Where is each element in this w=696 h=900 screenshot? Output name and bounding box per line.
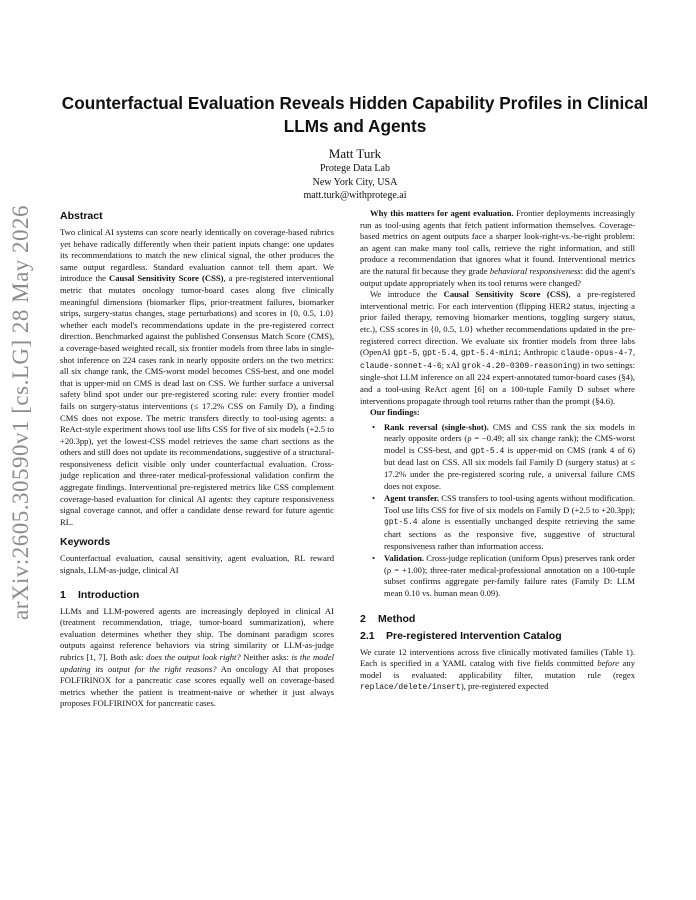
- why-paragraph: [360, 208, 635, 289]
- right-column: [360, 208, 635, 694]
- method-heading: [360, 613, 635, 626]
- catalog-subheading: [360, 630, 635, 643]
- finding-text: CSS transfers to tool-using agents without modification. Tool use lifts CSS for five of six models on Family D (+2.5 to +20.3pp);: [384, 493, 636, 515]
- method-text-part: any model is evaluated: applicability filter, mutation rule (regex: [360, 658, 635, 680]
- model-name: gpt-5.4: [422, 349, 456, 359]
- model-name: gpt-5.4: [470, 446, 505, 456]
- abstract-text-part: , a pre-registered interventional metric that mutates oncology tumor-board cases along five clinically meaningful dimensions (biomarker flips, prior-treatment failures, biomarker strips, surgery-status changes, stage perturbations) and scores in {0, 0.5, 1.0} whether each model's recommendations update in the pre-registered correct direction. Benchmarked against the published Consensus Match Score (CMS), a coverage-based weighted recall, six frontier models from three labs in single-shot inference on 224 cases rank in nearly opposite orders on the two metrics: all six change rank, the CMS-worst model becomes CSS-best, and one model that is upper-mid on CMS is dead last on CSS. We further surface a universal safety blind spot under our pre-registered scoring rule: every frontier model fails on surgery-status interventions (≤ 17.2% CSS on Family D), a finding CMS does not expose. The metric transfers directly to tool-using agents: a ReAct-style experiment shows tool use lifts CSS for five of six models (+2.5 to +20.3pp), yet the lowest-CSS model retrieves the same chart sections as the others and still does not update its recommendations, suggestive of a structural-responsiveness deficit visible only under counterfactual evaluation. Cross-judge replication and three-rater medical-professional validation confirm the aggregate findings. Interventional pre-registered metrics like CSS complement coverage-based evaluation for clinical AI agents: they capture responsiveness signal coverage cannot, and offer a candidate dense reward for future agentic RL.: [60, 273, 335, 527]
- why-text-part: Frontier deployments increasingly run as tool-using agents that fetch patient information themselves. Coverage-based metrics on agent outputs face a sharper look-right-vs.-be-right problem: an agent can make many tool calls, retrieve the right information, and still produce a recommendation that ignores what it found. Interventional metrics are the natural fit because they grade: [360, 208, 635, 276]
- css-intro-paragraph: [360, 289, 635, 407]
- finding-item: [372, 553, 635, 599]
- author-block: [60, 146, 650, 203]
- abstract-heading: Abstract: [60, 210, 103, 222]
- why-text-part: : did the agent's output update appropriately when its tool returns were changed?: [360, 265, 635, 288]
- model-name: claude-opus-4-7: [560, 349, 633, 359]
- catalog-subsection-number: 2.1: [360, 629, 375, 642]
- bullet-icon: •: [372, 421, 376, 432]
- finding-text: Cross-judge replication (uniform Opus) preserves rank order (ρ = +1.00); three-rater medical-professional annotation on a 100-tuple subset confirms aggregate per-family failure rates (Family D: LLM mean 0.10 vs. human mean 0.09).: [384, 553, 635, 598]
- separator: ; Anthropic: [518, 347, 561, 358]
- intro-text-part: LLMs and LLM-powered agents are increasingly deployed in clinical AI (treatment recommendation, triage, tumor-board summarization), where evaluation determines whether they ship. The dominant paradigm scores outputs against reference behaviors via string similarity or LLM-as-judge rubrics [1, 7]. Both ask:: [60, 605, 334, 662]
- why-italic: behavioral responsiveness: [489, 265, 581, 276]
- author-location: New York City, USA: [312, 176, 398, 188]
- regex-ops: replace/delete/insert: [360, 683, 461, 693]
- author-name: Matt Turk: [328, 146, 382, 161]
- separator: ; xAI: [441, 359, 462, 370]
- paper-title: Counterfactual Evaluation Reveals Hidden Capability Profiles in Clinical LLMs and Agents: [61, 93, 649, 136]
- css-intro-text-part: ) in two settings: single-shot LLM inference on all 224 expert-annotated tumor-board cases (§4), and a tool-using ReAct agent [6] on a 100-tuple Family D subset where interventions propagate through tool returns rather than the prompt (§4.6).: [360, 359, 635, 406]
- model-name: gpt-5.4: [384, 518, 418, 528]
- abstract-text-part: Two clinical AI systems can score nearly identically on coverage-based rubrics yet behave radically differently when their patient inputs change: one updates its recommendations to match the new clinical signal, the other produces the same output regardless. Standard evaluation cannot tell them apart. We introduce the: [60, 227, 334, 284]
- css-intro-text-part: , a pre-registered interventional metric. For each intervention (flipping HER2 status, injecting a prior failed therapy, removing biomarker mentions, toggling surgery status, etc.), CSS scores in {0, 0.5, 1.0} whether recommendations updated in the pre-registered correct direction. We evaluate six frontier models from three labs (OpenAI: [360, 289, 636, 358]
- keywords-text: Counterfactual evaluation, causal sensitivity, agent evaluation, RL reward signals, LLM-as-judge, clinical AI: [60, 553, 334, 576]
- intro-text: [60, 606, 334, 710]
- finding-lead: Rank reversal (single-shot).: [384, 421, 489, 432]
- model-name: gpt-5: [393, 349, 418, 359]
- finding-lead: Validation.: [384, 553, 425, 564]
- author-organization: Protege Data Lab: [320, 163, 390, 174]
- intro-heading: [60, 589, 334, 602]
- intro-italic: does the output look right?: [146, 652, 241, 662]
- intro-text-part: An oncology AI that proposes FOLFIRINOX for a pancreatic case scores equally well on coverage-based metrics whether the patient is treatment-naive or whether it just always proposes FOLFIRINOX for pancreatic cases.: [60, 663, 334, 709]
- left-column: [60, 208, 334, 710]
- finding-text: alone is essentially unchanged despite retrieving the same chart sections as the responsive five, suggestive of structural responsiveness rather than information access.: [384, 516, 635, 551]
- separator: ,: [455, 347, 461, 358]
- finding-lead: Agent transfer.: [384, 493, 440, 504]
- method-section-title: Method: [378, 612, 416, 625]
- arxiv-side-stamp: arXiv:2605.30590v1 [cs.LG] 28 May 2026: [8, 204, 33, 620]
- css-intro-term: Causal Sensitivity Score (CSS): [443, 289, 569, 300]
- method-text-part: ), pre-registered expected: [460, 681, 549, 692]
- finding-item: [372, 422, 635, 493]
- author-email[interactable]: matt.turk@withprotege.ai: [303, 190, 407, 201]
- finding-text: CMS and CSS rank the six models in nearly opposite orders (ρ = −0.49; all six change rank); the CMS-worst model is CSS-best, and: [384, 421, 635, 455]
- finding-text: is upper-mid on CMS (rank 4 of 6) but dead last on CSS. All six models fail Family D (surgery status) at ≤ 17.2% under the pre-registered scoring rule, a universal failure CMS does not expose.: [384, 444, 635, 491]
- bullet-icon: •: [372, 493, 376, 504]
- model-name: gpt-5.4-mini: [460, 349, 519, 359]
- method-text-part: We curate 12 interventions across five clinically motivated families (Table 1). Each is specified in a YAML catalog with five fields committed: [360, 646, 635, 669]
- findings-label: Our findings:: [370, 407, 420, 418]
- separator: ,: [632, 347, 636, 358]
- bullet-icon: •: [372, 553, 376, 564]
- catalog-subsection-title: Pre-registered Intervention Catalog: [386, 629, 562, 642]
- abstract-css-term: Causal Sensitivity Score (CSS): [109, 273, 224, 284]
- findings-list: [360, 422, 635, 600]
- intro-italic: is the model updating its output for the right reasons?: [60, 652, 334, 674]
- css-intro-text-part: We introduce the: [370, 289, 444, 300]
- keywords-heading: Keywords: [60, 536, 111, 549]
- method-text: [360, 647, 635, 694]
- method-italic: before: [597, 658, 619, 669]
- method-section-number: 2: [360, 612, 366, 625]
- intro-section-number: 1: [60, 588, 66, 601]
- intro-section-title: Introduction: [78, 588, 140, 601]
- model-name: claude-sonnet-4-6: [360, 361, 442, 371]
- model-name: grok-4.20-0309-reasoning: [461, 361, 578, 371]
- finding-item: [372, 493, 635, 552]
- why-lead: Why this matters for agent evaluation.: [370, 208, 514, 218]
- separator: ,: [417, 347, 423, 358]
- abstract-text: [60, 227, 334, 528]
- intro-text-part: Neither asks:: [240, 652, 292, 662]
